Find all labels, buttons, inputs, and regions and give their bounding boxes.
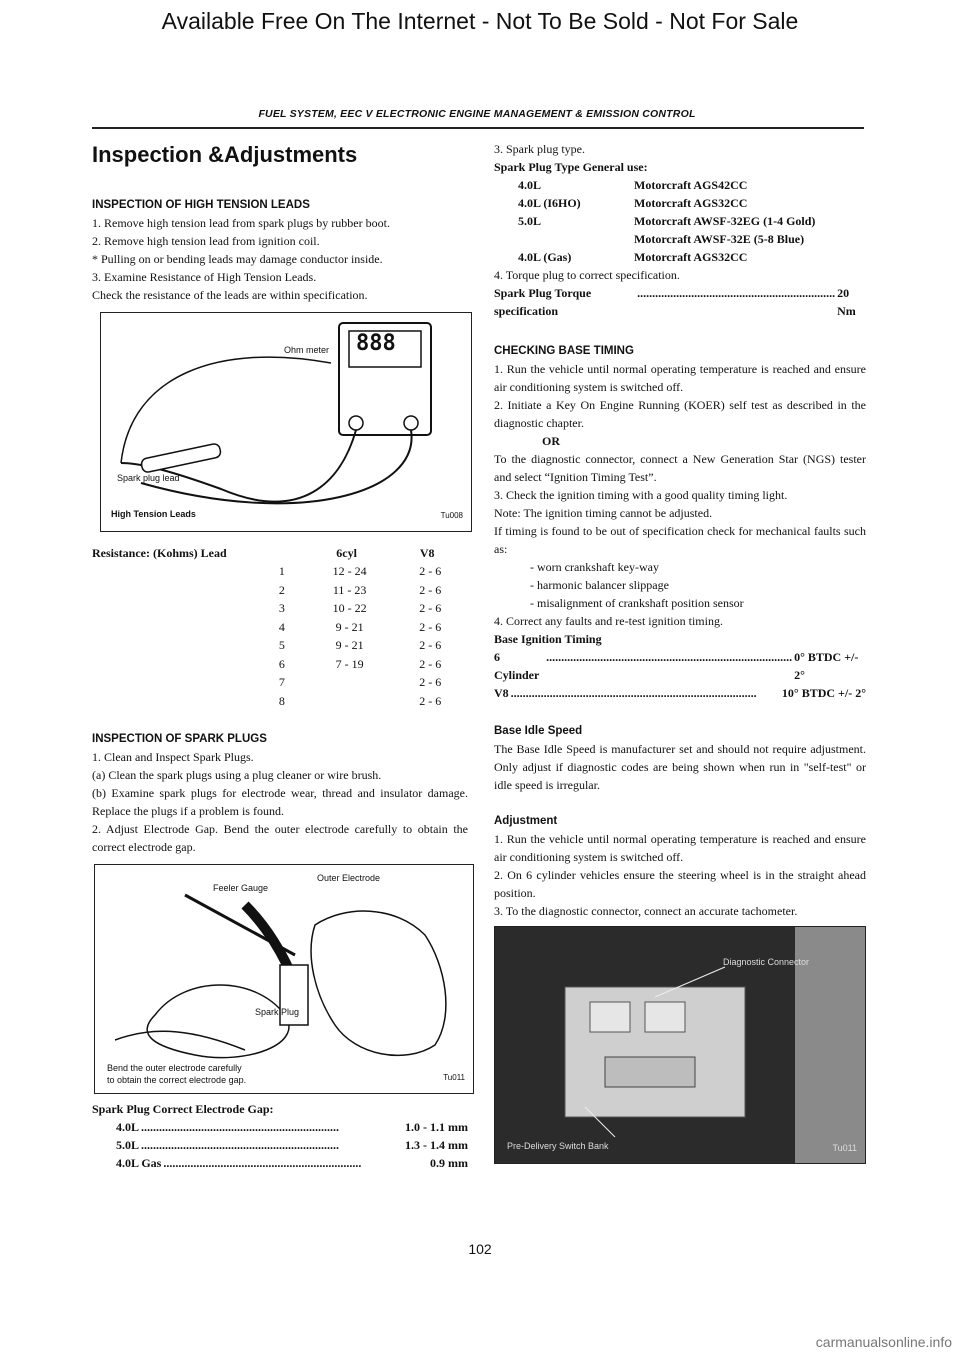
adjust-step: 2. On 6 cylinder vehicles ensure the steering wheel is in the straight ahead position. xyxy=(494,868,866,900)
leads-step: 3. Examine Resistance of High Tension Leads. xyxy=(92,270,317,284)
timing-step: To the diagnostic connector, connect a New Generation Star (NGS) tester and select “Ignition Timing Test”. xyxy=(494,452,866,484)
figure-code: Tu011 xyxy=(443,1073,465,1082)
spark-plug-gap-figure xyxy=(94,864,474,1094)
table-row: 2 11 - 23 2 - 6 xyxy=(278,582,442,597)
page-number: 102 xyxy=(468,1241,492,1257)
page-title: Inspection &Adjustments xyxy=(92,142,358,167)
watermark-banner: Available Free On The Internet - Not To Be Sold - Not For Sale xyxy=(161,8,799,34)
ohm-meter-figure xyxy=(100,312,472,532)
section-heading-idle: Base Idle Speed xyxy=(494,725,583,737)
list-item: - harmonic balancer slippage xyxy=(530,578,669,592)
plugs-step: (a) Clean the spark plugs using a plug cleaner or wire brush. xyxy=(92,768,382,782)
list-item: - worn crankshaft key-way xyxy=(530,560,659,574)
list-item: 5.0L Motorcraft AWSF-32EG (1-4 Gold) xyxy=(518,214,816,228)
engine-bay-photo xyxy=(495,927,865,1163)
list-item: 4.0L Motorcraft AGS42CC xyxy=(518,178,748,192)
adjust-step: 3. To the diagnostic connector, connect an accurate tachometer. xyxy=(494,904,798,918)
list-item: 4.0L Gas .................................................................. 0.9 mm xyxy=(116,1156,468,1170)
outer-electrode-label: Outer Electrode xyxy=(317,873,381,883)
list-item: 6 Cylinder .................................................................................. 0° BTDC +/- 2° xyxy=(494,650,859,682)
meter-display: 888 xyxy=(356,331,396,356)
plug-type-heading: Spark Plug Type General use: xyxy=(494,160,648,174)
timing-step: 1. Run the vehicle until normal operating temperature is reached and ensure air conditioning system is switched off. xyxy=(494,362,866,394)
plug-type-intro: 3. Spark plug type. xyxy=(494,142,585,156)
timing-or: OR xyxy=(542,434,560,448)
resistance-header-lead: Resistance: (Kohms) Lead xyxy=(92,546,227,560)
plugs-step: (b) Examine spark plugs for electrode wear, thread and insulator damage. Replace the plugs if a problem is found. xyxy=(92,786,468,818)
feeler-gauge-label: Feeler Gauge xyxy=(213,883,269,893)
electrode-gap-block xyxy=(92,1100,468,1172)
section-heading-leads: INSPECTION OF HIGH TENSION LEADS xyxy=(92,199,310,211)
table-row: 4 9 - 21 2 - 6 xyxy=(278,619,442,634)
footer-url: carmanualsonline.info xyxy=(815,1334,952,1350)
idle-text: The Base Idle Speed is manufacturer set and should not require adjustment. Only adjust if diagnostic codes are being shown when run in "self-test" or idle speed is irregular. xyxy=(494,742,866,792)
figure-code: Tu008 xyxy=(440,511,463,520)
timing-step: 4. Correct any faults and re-test ignition timing. xyxy=(494,614,723,628)
fault-list xyxy=(494,558,866,612)
list-item: - misalignment of crankshaft position sensor xyxy=(530,596,744,610)
leads-step: Check the resistance of the leads are within specification. xyxy=(92,288,368,302)
timing-note: Note: The ignition timing cannot be adjusted. xyxy=(494,506,713,520)
list-item: 4.0L (I6HO) Motorcraft AGS32CC xyxy=(518,196,748,210)
diagnostic-connector-label: Diagnostic Connector xyxy=(723,957,810,967)
leads-warning: * Pulling on or bending leads may damage conductor inside. xyxy=(92,252,383,266)
base-timing-heading: Base Ignition Timing xyxy=(494,632,602,646)
right-column xyxy=(494,140,866,1164)
torque-spec: Spark Plug Torque specification .................................................................. 20 Nm xyxy=(494,286,856,318)
table-row: 1 12 - 24 2 - 6 xyxy=(278,564,442,578)
torque-intro: 4. Torque plug to correct specification. xyxy=(494,268,680,282)
plugs-step: 2. Adjust Electrode Gap. Bend the outer electrode carefully to obtain the correct electrode gap. xyxy=(92,822,468,854)
list-item: 4.0L .................................................................. 1.0 - 1.1 mm xyxy=(116,1120,468,1134)
resistance-table xyxy=(92,544,468,710)
section-heading-timing: CHECKING BASE TIMING xyxy=(494,345,634,357)
list-item: V8 .................................................................................. 10° BTDC +/- 2° xyxy=(494,686,866,700)
resistance-header-v8: V8 xyxy=(419,546,435,560)
table-row: 6 7 - 19 2 - 6 xyxy=(278,656,442,671)
timing-step: 2. Initiate a Key On Engine Running (KOER) self test as described in the diagnostic chapter. xyxy=(494,398,866,430)
timing-step: 3. Check the ignition timing with a good quality timing light. xyxy=(494,488,788,502)
running-head: FUEL SYSTEM, EEC V ELECTRONIC ENGINE MANAGEMENT & EMISSION CONTROL xyxy=(258,108,696,120)
list-item: 5.0L .................................................................. 1.3 - 1.4 mm xyxy=(116,1138,468,1152)
plugs-step: 1. Clean and Inspect Spark Plugs. xyxy=(92,750,254,764)
timing-step: If timing is found to be out of specification check for mechanical faults such as: xyxy=(494,524,866,556)
section-heading-adjustment: Adjustment xyxy=(494,815,558,827)
figure-caption: to obtain the correct electrode gap. xyxy=(107,1075,247,1085)
spark-plug-label: Spark Plug xyxy=(255,1007,300,1017)
leads-step: 1. Remove high tension lead from spark plugs by rubber boot. xyxy=(92,216,390,230)
list-item: Motorcraft AWSF-32E (5-8 Blue) xyxy=(634,232,805,246)
resistance-header-6cyl: 6cyl xyxy=(336,546,357,560)
section-heading-plugs: INSPECTION OF SPARK PLUGS xyxy=(92,733,267,745)
figure-caption: High Tension Leads xyxy=(111,509,196,519)
figure-code: Tu011 xyxy=(832,1143,857,1153)
diagnostic-connector-photo xyxy=(494,926,866,1164)
table-row: 7 2 - 6 xyxy=(278,675,442,689)
table-row: 5 9 - 21 2 - 6 xyxy=(278,638,442,652)
gap-heading: Spark Plug Correct Electrode Gap: xyxy=(92,1102,274,1116)
table-row: 3 10 - 22 2 - 6 xyxy=(278,601,442,615)
pre-delivery-switch-label: Pre-Delivery Switch Bank xyxy=(507,1141,609,1151)
spark-plug-lead-label: Spark plug lead xyxy=(117,473,180,483)
list-item: 4.0L (Gas) Motorcraft AGS32CC xyxy=(518,250,748,264)
plug-type-list xyxy=(494,176,866,266)
left-column xyxy=(92,140,468,1172)
leads-step: 2. Remove high tension lead from ignition coil. xyxy=(92,234,320,248)
header-rule xyxy=(92,127,864,129)
figure-caption: Bend the outer electrode carefully xyxy=(107,1063,242,1073)
adjust-step: 1. Run the vehicle until normal operating temperature is reached and ensure air conditioning system is switched off. xyxy=(494,832,866,864)
table-row: 8 2 - 6 xyxy=(278,693,442,708)
ohm-meter-label: Ohm meter xyxy=(284,345,330,355)
